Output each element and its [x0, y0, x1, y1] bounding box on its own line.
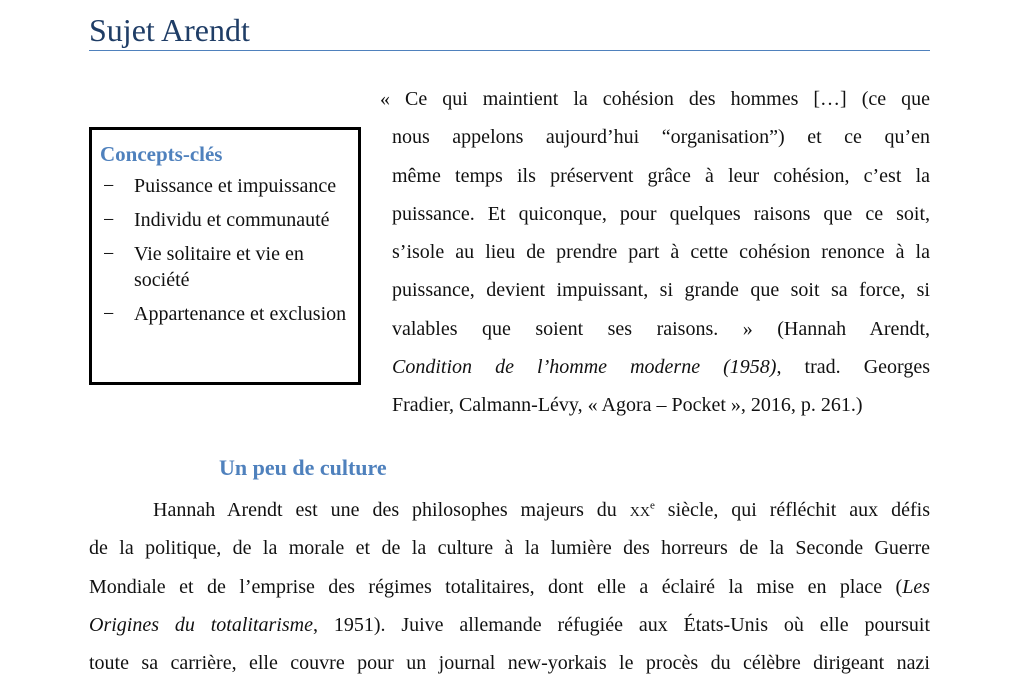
quote-line: nous appelons aujourd’hui “organisation”) et ce qu’en	[392, 126, 930, 149]
quote-line: puissance, devient impuissant, si grande que soit sa force, si	[392, 279, 930, 302]
paragraph-line	[89, 606, 930, 644]
paragraph-line: toute sa carrière, elle couvre pour un journal new-yorkais le procès du célèbre dirigeant nazi	[89, 652, 930, 675]
book-title: Origines du totalitarisme	[89, 613, 313, 636]
dash-bullet: −	[103, 303, 115, 325]
quote-line: puissance. Et quiconque, pour quelques raisons que ce soit,	[392, 202, 930, 225]
paragraph-line	[89, 568, 930, 606]
text-run: , 1951). Juive allemande réfugiée aux États-Unis où elle poursuit	[312, 613, 930, 636]
list-item	[100, 207, 358, 233]
paragraph-line	[89, 491, 930, 529]
list-item	[100, 301, 358, 327]
list-item	[100, 241, 358, 293]
dash-bullet: −	[103, 175, 115, 197]
concept-label: Individu et communauté	[134, 209, 330, 231]
text-run: Hannah Arendt est une des philosophes majeurs du	[153, 499, 630, 521]
arendt-quote	[380, 80, 930, 425]
paragraph-line: de la politique, de la morale et de la culture à la lumière des horreurs de la Seconde Guerre	[89, 537, 930, 560]
quote-line: valables que soient ses raisons. » (Hannah Arendt,	[392, 317, 930, 340]
concept-label: Appartenance et exclusion	[134, 303, 347, 325]
book-title: Les	[902, 575, 930, 598]
dash-bullet: −	[103, 209, 115, 231]
text-run: siècle, qui réfléchit aux défis	[654, 499, 930, 521]
citation-text: , trad. Georges	[776, 356, 931, 379]
concept-label: Puissance et impuissance	[134, 175, 337, 197]
concepts-box	[89, 127, 361, 385]
quote-line: s’isole au lieu de prendre part à cette cohésion renonce à la	[392, 241, 930, 264]
culture-paragraph	[89, 491, 930, 682]
concept-label: Vie solitaire et vie en société	[134, 243, 304, 291]
quote-line: « Ce qui maintient la cohésion des hommes […] (ce que	[380, 88, 930, 110]
book-title: Condition de l’homme moderne (1958)	[392, 356, 777, 379]
quote-line: Fradier, Calmann-Lévy, « Agora – Pocket », 2016, p. 261.)	[392, 394, 863, 417]
section-heading: Un peu de culture	[219, 455, 387, 480]
concepts-heading: Concepts-clés	[100, 142, 223, 166]
quote-line: même temps ils préservent grâce à leur cohésion, c’est la	[392, 164, 930, 187]
quote-line	[380, 348, 930, 386]
century-numeral: xx	[629, 499, 650, 521]
list-item	[100, 173, 358, 199]
concept-list	[100, 173, 358, 327]
title-underline	[89, 50, 930, 51]
century-suffix: e	[649, 499, 655, 512]
dash-bullet: −	[103, 243, 115, 265]
page-title: Sujet Arendt	[89, 12, 250, 48]
text-run: Mondiale et de l’emprise des régimes totalitaires, dont elle a éclairé la mise en place (	[89, 575, 903, 598]
